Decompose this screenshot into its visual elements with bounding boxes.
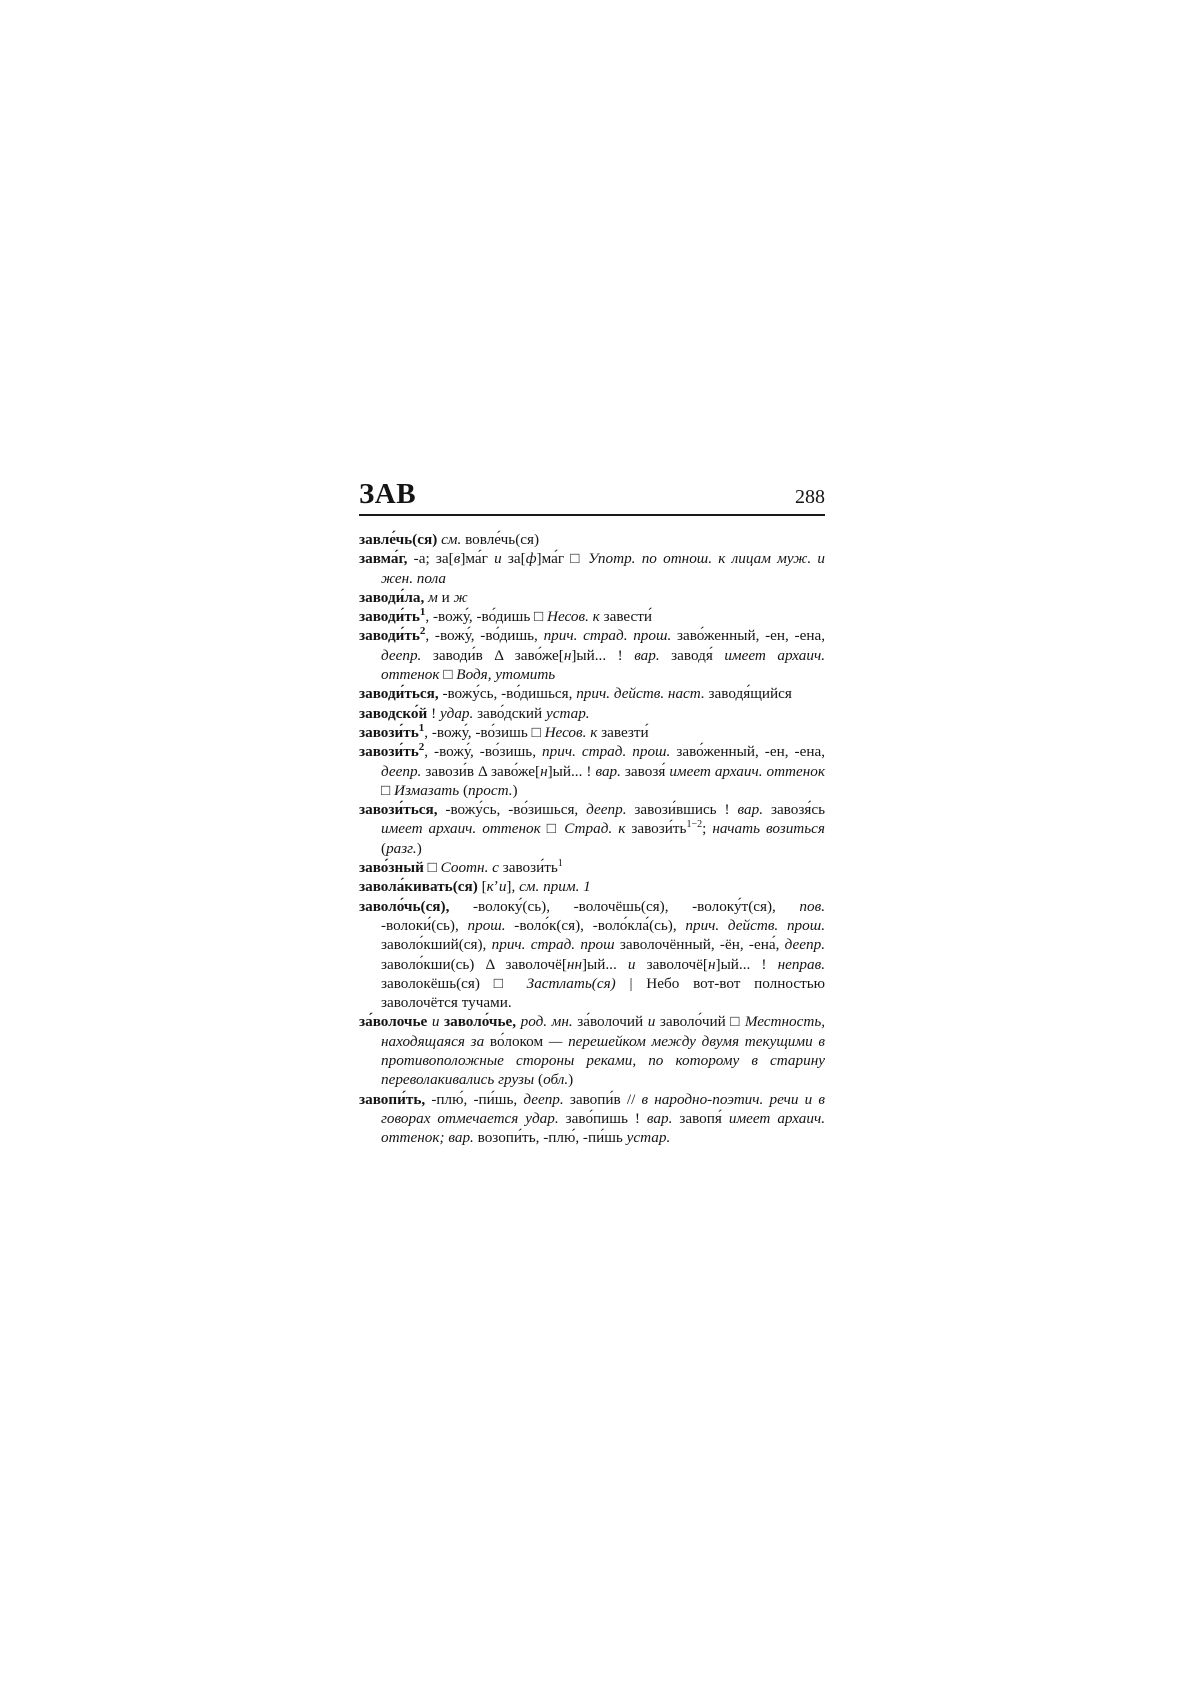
page-number: 288 (795, 486, 825, 508)
dictionary-entry (359, 588, 825, 607)
entry-italic-run: прич. страд. прош. (542, 743, 671, 761)
entry-text-run: ) (416, 839, 422, 857)
entry-text-run: -плю́, -пи́шь, (425, 1090, 524, 1108)
dictionary-entry (359, 877, 825, 896)
dictionary-entry (359, 858, 825, 877)
entry-headword: заводско́й (359, 704, 428, 722)
entry-italic-run: Несов. к (547, 608, 600, 626)
entry-text-run: -вожу́сь, -во́зишься, (437, 801, 587, 819)
entry-italic-run: устар. (626, 1129, 671, 1147)
entry-italic-run: вар. (595, 762, 621, 780)
entry-italic-run: вар. (737, 801, 764, 819)
entry-text-run: □ (439, 666, 457, 684)
entry-headword: заволо́чье, (444, 1013, 517, 1031)
entry-text-run: завози́ть (498, 859, 558, 877)
entry-italic-run: в народно-поэтич. речи и в говорах отмечается удар. (381, 1090, 825, 1127)
entry-italic-run: и (647, 1013, 656, 1031)
entry-headword: завма́г, (359, 550, 408, 568)
entry-text-run: , -вожу́, -во́дишь □ (425, 608, 548, 626)
entry-headword: завози́ть (359, 723, 419, 741)
entry-text-run: завозя́сь (763, 801, 825, 819)
entry-superscript: 1−2 (686, 819, 703, 831)
entry-text-run: заволокёшь(ся) □ (381, 974, 527, 992)
entry-text-run: ʼ (493, 878, 499, 896)
entry-italic-run: см. прим. 1 (519, 878, 591, 896)
entry-headword: завопи́ть, (359, 1090, 426, 1108)
entry-italic-run: нн (566, 955, 582, 973)
entry-italic-run: пов. (799, 897, 825, 915)
entry-text-run: заво́женный, -ен, -ена, (671, 627, 825, 645)
entry-italic-run: Несов. к (544, 723, 598, 741)
entry-text-run: заводя́щийся (704, 685, 792, 703)
running-head-word: ЗАВ (359, 478, 417, 510)
entry-text-run: -волоки́(сь), (381, 916, 468, 934)
page-header (359, 474, 825, 516)
dictionary-entry (359, 897, 825, 1013)
entry-text-run: во́локом (484, 1032, 549, 1050)
entry-headword: завози́ть (359, 743, 419, 761)
entry-text-run: ) (568, 1071, 574, 1089)
entry-italic-run: см. (441, 531, 462, 548)
entry-headword: заволо́чь(ся), (359, 897, 450, 915)
entry-italic-run: имеет архаич. оттенок; вар. (381, 1109, 825, 1147)
entry-text-run: заводя́ (659, 646, 725, 664)
entry-text-run: ]ма́г (460, 550, 495, 568)
dictionary-entry (359, 1012, 825, 1089)
entry-italic-run: н (707, 955, 716, 973)
entry-italic-run: прост. (468, 781, 513, 799)
entry-text-run: завопи́в // (563, 1090, 642, 1108)
dictionary-entry (359, 684, 825, 703)
entry-italic-run: начать возиться (712, 820, 825, 838)
entry-italic-run: прич. действ. прош. (685, 916, 825, 934)
entry-italic-run: деепр. (784, 936, 825, 954)
entry-text-run: завози́вшись ! (626, 801, 738, 819)
entry-text-run: -волоку́(сь), -волочёшь(ся), -волоку́т(ся), (449, 897, 800, 915)
entry-italic-run: м (428, 588, 438, 606)
entry-text-run: | Небо вот-вот полностью заволочётся тучами. (381, 974, 825, 1012)
entry-italic-run: н (540, 762, 548, 780)
entry-text-run: завести́ (599, 608, 653, 626)
dictionary-entry (359, 626, 825, 684)
entry-text-run: заво́женный, -ен, -ена, (670, 743, 825, 761)
entry-italic-run: деепр. (523, 1090, 564, 1108)
entry-text-run: -а; за[ (407, 550, 454, 568)
dictionary-entry (359, 723, 825, 742)
entry-italic-run: ф (525, 550, 537, 568)
entry-italic-run: н (563, 646, 572, 664)
entry-text-run: ( (534, 1071, 544, 1089)
entry-text-run: □ (540, 820, 565, 838)
dictionary-entry (359, 704, 825, 723)
entry-italic-run: род. мн. (520, 1013, 573, 1031)
entry-italic-run: прич. страд. прош (491, 936, 615, 954)
entry-italic-run: имеет архаич. оттенок (669, 762, 825, 780)
entry-text-run: ( (381, 839, 387, 857)
entry-text-run: заволо́кши(сь) Δ заволочё[ (381, 955, 567, 973)
entry-text-run: ]ый... ! (715, 955, 778, 973)
entry-text-run: , -вожу́, -во́зишь □ (424, 723, 545, 741)
entry-italic-run: деепр. (586, 801, 627, 819)
entry-text-run: заволочённый, -ён, -ена́, (614, 936, 785, 954)
dictionary-entry (359, 1090, 825, 1148)
homograph-number: 1 (419, 606, 426, 619)
entry-text-run: -вожу́сь, -во́дишься, (438, 685, 577, 703)
entry-text-run: □ (381, 781, 394, 799)
entry-text-run: ) (512, 781, 518, 799)
entry-text-run: ]ый... (581, 955, 628, 973)
entry-text-run: заволо́кший(ся), (381, 936, 492, 954)
entry-text-run: завози́ть (625, 820, 687, 838)
entry-italic-run: — перешейком между двумя текущими в противоположные стороны реками, по которому в старину переволакивались грузы (381, 1032, 826, 1089)
entry-italic-run: обл. (543, 1071, 569, 1089)
entry-headword: завле́чь(ся) (359, 531, 438, 548)
entry-text-run: ( (459, 781, 469, 799)
entry-headword: заводи́ть (359, 608, 420, 626)
entry-text-run: ! (427, 704, 440, 722)
entry-text-run: за́волочий (572, 1013, 648, 1031)
entry-italic-run: и (431, 1013, 440, 1031)
entry-italic-run: Водя, утомить (456, 666, 556, 684)
dictionary-entry (359, 742, 825, 800)
entry-headword: заводи́ться, (359, 685, 439, 703)
entry-italic-run: в (453, 550, 461, 568)
entry-italic-run: прич. страд. прош. (543, 627, 672, 645)
entry-italic-run: удар. (439, 704, 474, 722)
entry-text-run: □ (423, 859, 441, 877)
dictionary-entry (359, 530, 825, 549)
entry-text-run: ; (702, 820, 713, 838)
entry-text-run: заводи́в Δ заво́же[ (421, 646, 564, 664)
entry-headword: заводи́ть (359, 627, 420, 645)
entry-italic-run: прич. действ. наст. (576, 685, 705, 703)
entry-headword: завола́кивать(ся) (359, 878, 478, 896)
entry-text-run: [ (477, 878, 487, 896)
entry-italic-run: вар. (634, 646, 660, 664)
entry-italic-run: деепр. (381, 762, 422, 780)
entry-text-run: ]ый... ! (547, 762, 596, 780)
entry-text-run: заволочё[ (635, 955, 708, 973)
entry-text-run: и (437, 588, 454, 606)
entry-text-run: завози́в Δ заво́же[ (421, 762, 541, 780)
entry-headword: заво́зный (359, 859, 424, 877)
entry-italic-run: и (627, 955, 636, 973)
entry-italic-run: Страд. к (564, 820, 626, 838)
entry-text-run: вовле́чь(ся) (461, 531, 540, 548)
homograph-number: 2 (418, 741, 425, 754)
entry-text-run: , -вожу́, -во́дишь, (425, 627, 544, 645)
entry-italic-run: имеет архаич. оттенок (381, 820, 541, 838)
entry-text-run: ]ый... ! (571, 646, 635, 664)
entry-text-run: завопя́ (672, 1109, 729, 1127)
entry-italic-run: вар. (646, 1109, 673, 1127)
entry-italic-run: и (494, 550, 502, 568)
entry-text-run: завезти́ (597, 723, 649, 741)
entry-text-run: заво́пишь ! (558, 1109, 647, 1127)
entry-italic-run: прош. (467, 916, 506, 934)
entry-italic-run: ж (453, 588, 468, 606)
entry-italic-run: имеет архаич. оттенок (381, 646, 825, 684)
entry-text-run: , -вожу́, -во́зишь, (424, 743, 543, 761)
dictionary-entry (359, 607, 825, 626)
homograph-number: 2 (419, 625, 426, 638)
entry-text-run: заволо́чий □ (655, 1013, 745, 1031)
entry-text-run: ], (506, 878, 520, 896)
entry-italic-run: и (498, 878, 507, 896)
entry-italic-run: деепр. (381, 646, 422, 664)
entry-italic-run: разг. (386, 839, 417, 857)
entry-italic-run: Употр. по отнош. к лицам муж. и жен. пола (381, 550, 825, 587)
entry-headword: за́волочье (359, 1013, 428, 1031)
entry-headword: завози́ться, (359, 801, 438, 819)
entry-italic-run: Измазать (393, 781, 460, 799)
entry-text-run: завозя́ (620, 762, 670, 780)
entry-italic-run: Застлать(ся) (526, 974, 616, 992)
entry-italic-run: устар. (545, 704, 590, 722)
entry-text-run: ]ма́г □ (536, 550, 589, 568)
entry-italic-run: к (486, 878, 494, 896)
dictionary-entry (359, 800, 825, 858)
dictionary-entry (359, 549, 825, 588)
entry-text-run: возопи́ть, -плю́, -пи́шь (473, 1129, 627, 1147)
entry-text-run: за[ (501, 550, 526, 568)
dictionary-entries (359, 530, 825, 1148)
entry-italic-run: Соотн. с (440, 859, 499, 877)
entry-italic-run: Местность, находящаяся за (381, 1013, 826, 1050)
entry-superscript: 1 (557, 858, 563, 870)
entry-headword: заводи́ла, (359, 588, 425, 606)
entry-text-run: -воло́к(ся), -воло́кла́(сь), (505, 916, 686, 934)
entry-italic-run: неправ. (777, 955, 826, 973)
homograph-number: 1 (418, 721, 425, 734)
entry-text-run: заво́дский (473, 704, 546, 722)
